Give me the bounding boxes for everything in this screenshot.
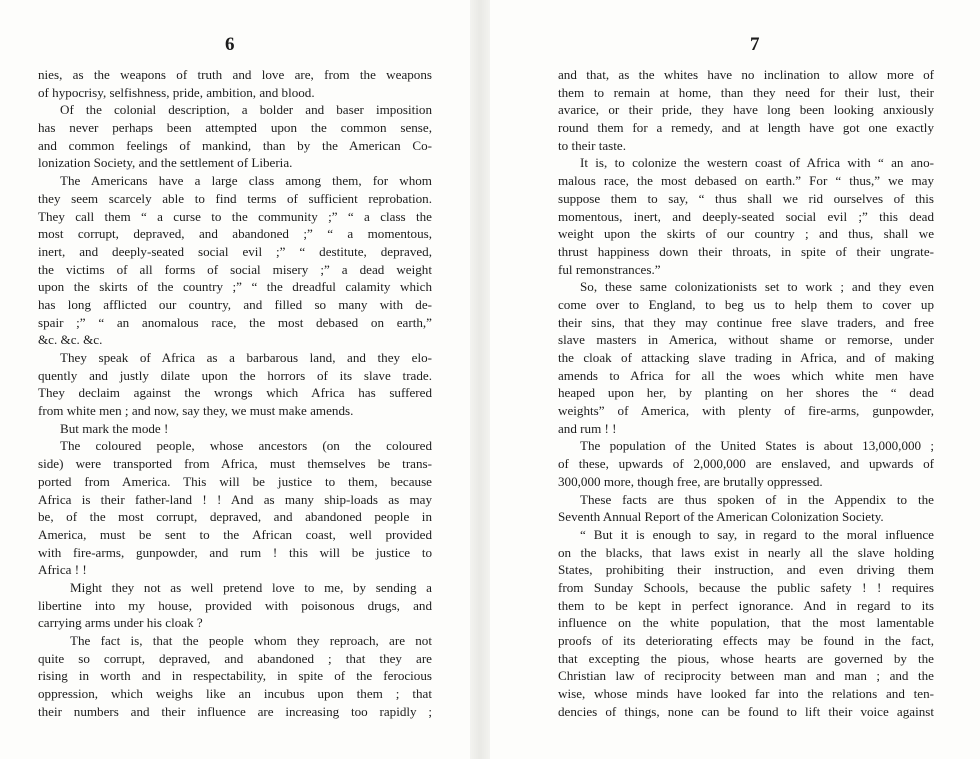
text-line: of hypocrisy, selfishness, pride, ambition, and blood. xyxy=(38,84,315,100)
text-line: oppression, which weighs like an incubus upon them ; that xyxy=(38,686,432,702)
text-line: quite so corrupt, depraved, and abandoned ; that they are xyxy=(38,650,432,666)
text-line: The fact is, that the people whom they reproach, are not xyxy=(70,633,432,648)
text-line: “ But it is enough to say, in regard to the moral influence xyxy=(580,526,934,542)
text-line: to their taste. xyxy=(558,137,626,153)
left-page xyxy=(0,0,470,759)
text-line: carrying arms under his cloak ? xyxy=(38,615,203,631)
text-line: rising in worth and in respectability, in spite of the ferocious xyxy=(38,668,432,684)
text-line: has never perhaps been attempted upon the common sense, xyxy=(38,120,432,136)
text-line: quently and justly dilate upon the horrors of its slave trade. xyxy=(38,367,432,383)
text-line: round them for a remedy, and at length have got one exactly xyxy=(558,120,934,136)
text-line: libertine into my house, provided with poisonous drugs, and xyxy=(38,597,432,613)
text-line: 300,000 more, though free, are brutally oppressed. xyxy=(558,473,823,489)
book-gutter xyxy=(470,0,490,759)
text-line: dencies of things, none can be found to lift their voice against xyxy=(558,703,934,719)
text-line: They declaim against the wrongs which Africa has suffered xyxy=(38,385,432,401)
text-line: weights” of America, with plenty of fire-arms, gunpowder, xyxy=(558,403,934,419)
text-line: most corrupt, depraved, and abandoned ;” “ a momentous, xyxy=(38,226,432,242)
text-line: the victims of all forms of social misery ;” a dead weight xyxy=(38,261,432,277)
text-line: They speak of Africa as a barbarous land, and they elo- xyxy=(60,350,432,365)
text-line: nies, as the weapons of truth and love are, from the weapons xyxy=(38,67,432,82)
text-line: from white men ; and now, say they, we must make amends. xyxy=(38,403,354,419)
text-line: Africa ! ! xyxy=(38,562,87,578)
text-line: and that, as the whites have no inclination to allow more of xyxy=(558,67,934,82)
text-line: be, of the most corrupt, depraved, and abandoned people in xyxy=(38,509,432,525)
text-line: The population of the United States is about 13,000,000 ; xyxy=(580,438,934,454)
page-number-right: 7 xyxy=(750,34,760,55)
text-line: influence on the white population, that the most lamentable xyxy=(558,615,934,631)
text-line: momentous, inert, and deeply-seated social evil ;” this dead xyxy=(558,208,934,224)
text-line: that excepting the pious, whose hearts are governed by the xyxy=(558,650,934,666)
text-line: them to remain at home, than they need for their lust, their xyxy=(558,84,934,100)
text-line: slave masters in America, without shame or remorse, under xyxy=(558,332,934,348)
text-line: their numbers and their influence are increasing too rapidly ; xyxy=(38,703,432,719)
text-line: suppose them to say, “ thus shall we rid ourselves of this xyxy=(558,190,934,206)
text-line: side) were transported from Africa, must themselves be trans- xyxy=(38,456,432,472)
text-line: So, these same colonizationists set to work ; and they even xyxy=(580,279,934,295)
text-line: from Sunday Schools, because the public safety ! ! requires xyxy=(558,579,934,595)
text-line: ported from America. This will be justice to them, because xyxy=(38,473,432,489)
text-line: wise, whose minds have looked far into the relations and ten- xyxy=(558,686,934,702)
left-page-text xyxy=(38,66,432,720)
text-line: But mark the mode ! xyxy=(60,420,169,436)
text-line: weight upon the skirts of our country ; and thus, shall we xyxy=(558,226,934,242)
text-line: avarice, or their pride, they have long been looking anxiously xyxy=(558,102,934,118)
text-line: come over to England, to beg us to help them to cover up xyxy=(558,296,934,312)
text-line: Christian law of reciprocity between man and man ; and the xyxy=(558,668,934,684)
text-line: amends to Africa for all the woes which white men have xyxy=(558,367,934,383)
text-line: Of the colonial description, a bolder and baser imposition xyxy=(60,102,432,118)
text-line: America, must be sent to the African coast, well provided xyxy=(38,526,432,542)
text-line: heaped upon her, by planting on her shores the “ dead xyxy=(558,385,934,401)
text-line: lonization Society, and the settlement of Liberia. xyxy=(38,155,293,171)
text-line: thrust happiness down their throats, in spite of their ungrate- xyxy=(558,243,934,259)
page-number-left: 6 xyxy=(225,34,235,55)
text-line: Might they not as well pretend love to me, by sending a xyxy=(70,579,432,595)
text-line: proofs of its deteriorating effects may be found in the fact, xyxy=(558,633,934,648)
right-page-text xyxy=(558,66,934,720)
text-line: &c. &c. &c. xyxy=(38,332,103,348)
text-line: These facts are thus spoken of in the Appendix to the xyxy=(580,491,934,507)
text-line: It is, to colonize the western coast of Africa with “ an ano- xyxy=(580,155,934,171)
text-line: inert, and deeply-seated social evil ;” “ destitute, depraved, xyxy=(38,243,432,259)
text-line: their sins, that they may continue free slave traders, and free xyxy=(558,314,934,330)
text-line: has long afflicted our country, and filled so many with de- xyxy=(38,296,432,312)
text-line: the cloak of attacking slave trading in Africa, and of making xyxy=(558,350,934,365)
text-line: ful remonstrances.” xyxy=(558,261,661,277)
text-line: them to be kept in perfect ignorance. And in regard to its xyxy=(558,597,934,613)
text-line: of these, upwards of 2,000,000 are enslaved, and upwards of xyxy=(558,456,934,472)
text-line: they seem scarcely able to find terms of sufficient reprobation. xyxy=(38,190,432,206)
right-page xyxy=(490,0,980,759)
text-line: upon the skirts of the country ;” “ the dreadful calamity which xyxy=(38,279,432,295)
text-line: on the blacks, that laws exist in nearly all the slave holding xyxy=(558,544,934,560)
text-line: Africa is their father-land ! ! And as many ship-loads as may xyxy=(38,491,432,507)
text-line: and common feelings of mankind, than by the American Co- xyxy=(38,137,432,153)
text-line: with fire-arms, gunpowder, and rum ! this will be justice to xyxy=(38,544,432,560)
text-line: and rum ! ! xyxy=(558,420,617,436)
text-line: The coloured people, whose ancestors (on the coloured xyxy=(60,438,432,454)
text-line: malous race, the most debased on earth.” For “ thus,” we may xyxy=(558,173,934,189)
text-line: They call them “ a curse to the community ;” “ a class the xyxy=(38,208,432,224)
text-line: States, prohibiting their instruction, and even driving them xyxy=(558,562,934,578)
text-line: spair ;” “ an anomalous race, the most debased on earth,” xyxy=(38,314,432,330)
text-line: Seventh Annual Report of the American Colonization Society. xyxy=(558,509,884,525)
text-line: The Americans have a large class among them, for whom xyxy=(60,173,432,189)
